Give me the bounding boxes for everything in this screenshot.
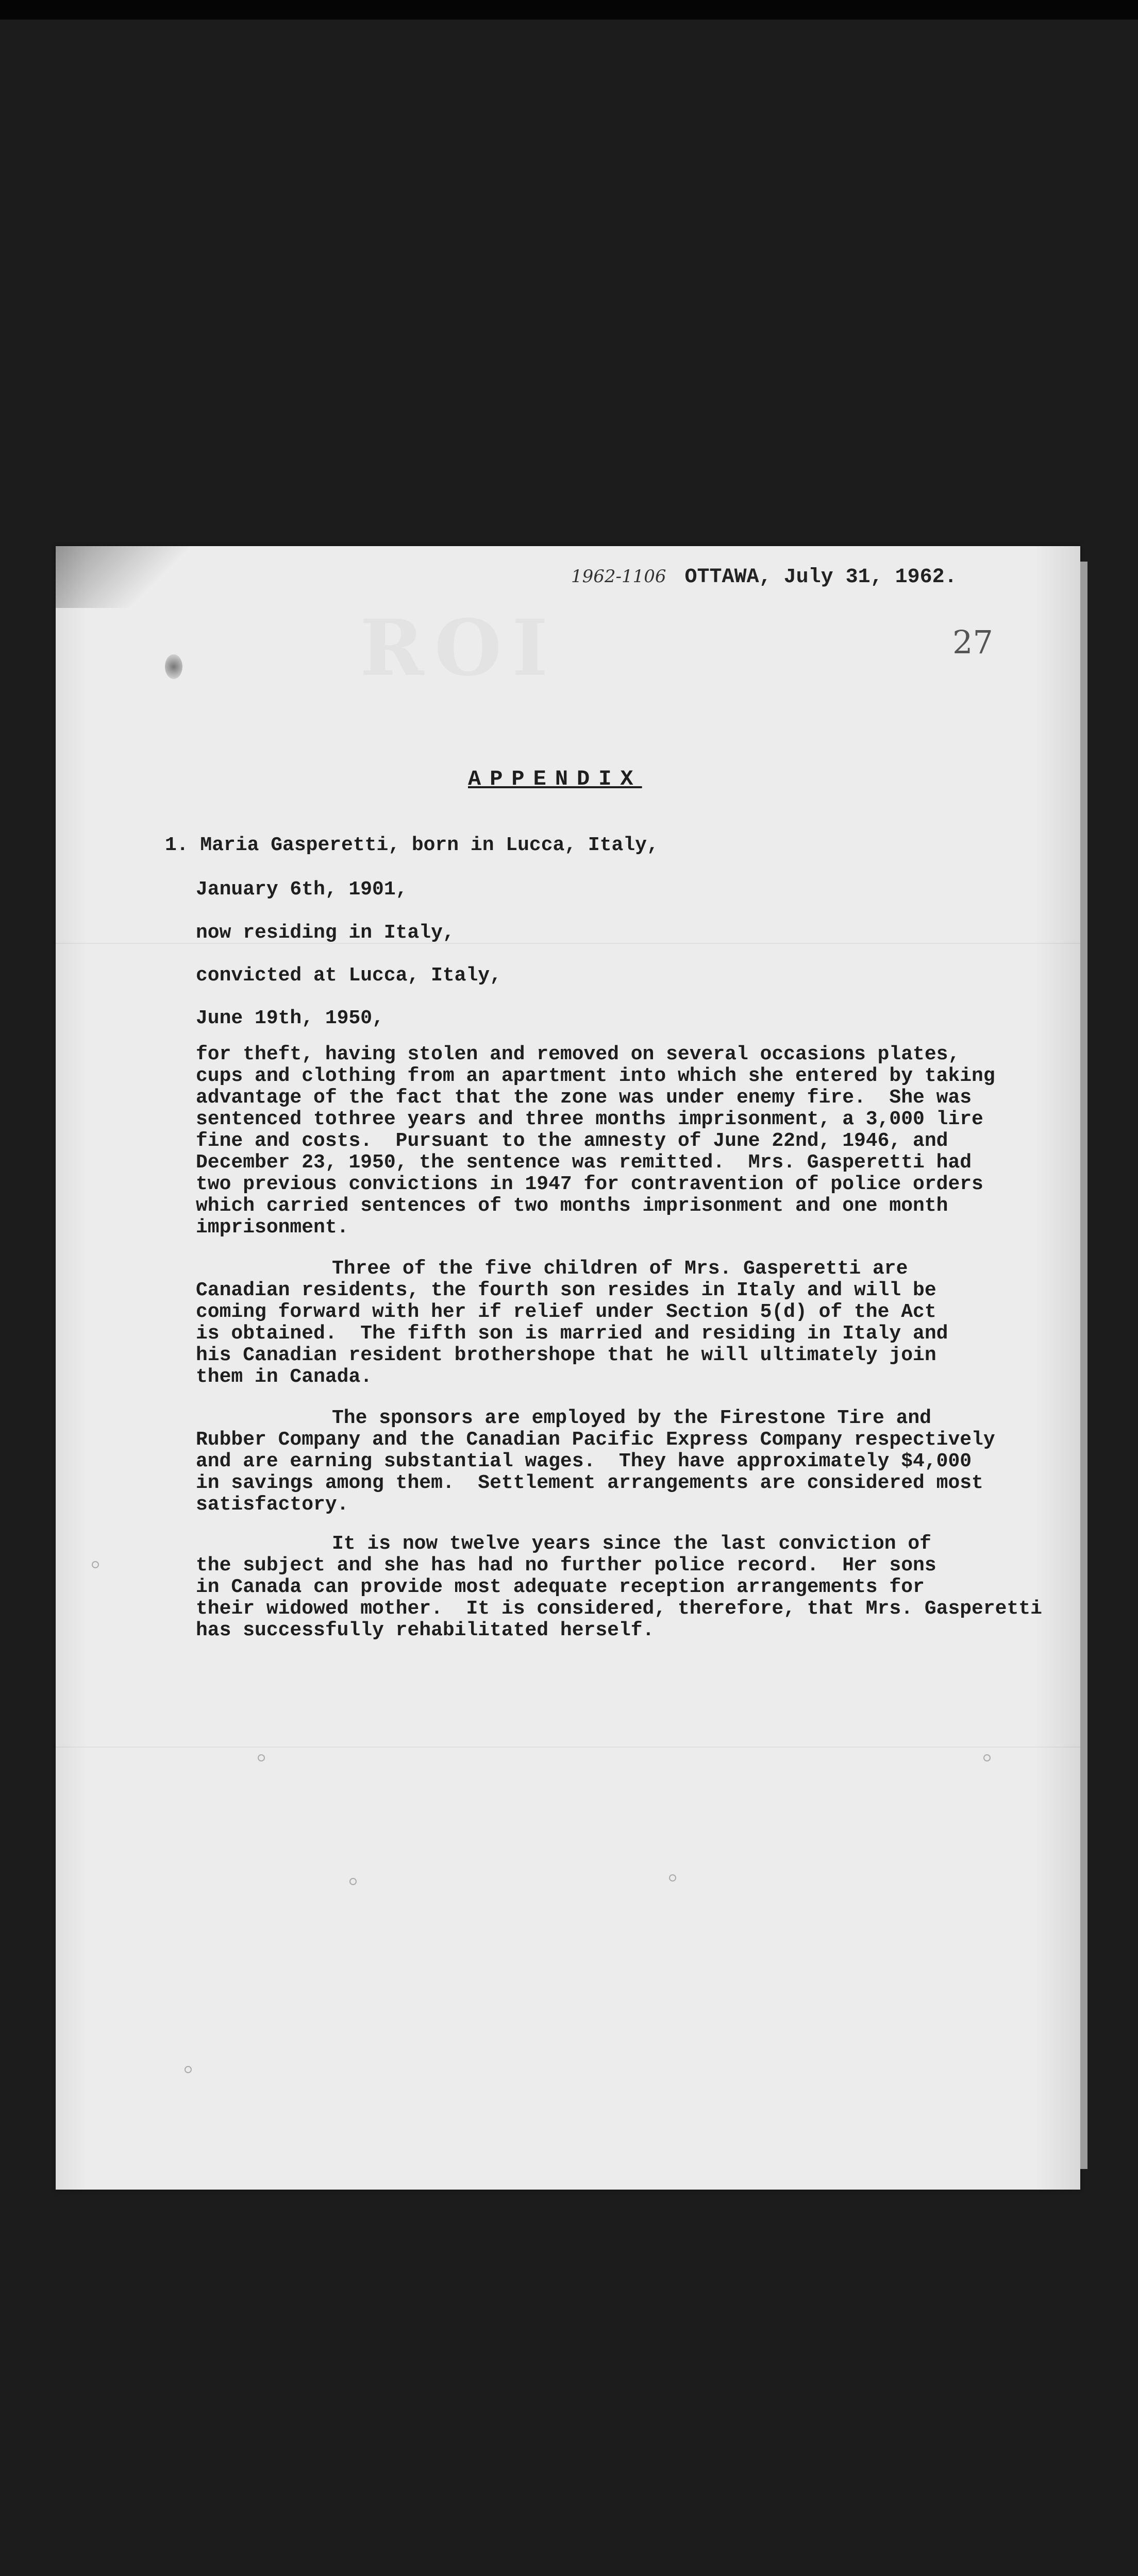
paragraph-line: which carried sentences of two months imprisonment and one month [196,1195,948,1217]
document-header [571,566,957,589]
film-strip-top [0,0,1138,20]
paragraph-line: advantage of the fact that the zone was under enemy fire. She was [196,1087,972,1109]
place-date: OTTAWA, July 31, 1962. [684,566,957,589]
entry-conviction-date: June 19th, 1950, [196,1007,384,1029]
paragraph-line: and are earning substantial wages. They have approximately $4,000 [196,1450,972,1472]
paragraph-line: The sponsors are employed by the Firestone Tire and [332,1407,931,1429]
paragraph-line: fine and costs. Pursuant to the amnesty of June 22nd, 1946, and [196,1130,948,1152]
document-page [56,546,1080,2190]
paragraph-line: satisfactory. [196,1494,349,1516]
paragraph-line: his Canadian resident brothershope that he will ultimately join [196,1344,936,1366]
paragraph-line: the subject and she has had no further police record. Her sons [196,1554,936,1577]
paragraph-line: for theft, having stolen and removed on several occasions plates, [196,1043,960,1065]
paragraph-line: imprisonment. [196,1216,349,1239]
faint-fold-line [56,1747,1080,1748]
speck [185,2066,192,2073]
paragraph-line: two previous convictions in 1947 for contravention of police orders [196,1173,983,1195]
page-number: 27 [952,623,993,661]
paragraph-line: Rubber Company and the Canadian Pacific Express Company respectively [196,1429,995,1451]
appendix-title: APPENDIX [468,767,642,791]
paragraph-line: It is now twelve years since the last conviction of [332,1533,931,1555]
speck [92,1561,99,1568]
entry-residence: now residing in Italy, [196,922,455,944]
entry-birth-date: January 6th, 1901, [196,878,408,901]
paragraph-line: in savings among them. Settlement arrangements are considered most [196,1472,983,1494]
speck [669,1874,676,1882]
entry-name-line: 1. Maria Gasperetti, born in Lucca, Italy, [165,834,659,856]
speck [258,1754,265,1761]
speck [349,1878,357,1885]
paragraph-line: sentenced tothree years and three months imprisonment, a 3,000 lire [196,1108,983,1130]
paragraph-line: their widowed mother. It is considered, therefore, that Mrs. Gasperetti [196,1598,1042,1620]
paragraph-line: December 23, 1950, the sentence was remitted. Mrs. Gasperetti had [196,1151,972,1174]
paragraph-line: in Canada can provide most adequate reception arrangements for [196,1576,925,1598]
page-corner-shadow [56,546,190,608]
paragraph-line: is obtained. The fifth son is married and residing in Italy and [196,1323,948,1345]
handwritten-file-number: 1962-1106 [571,566,666,587]
paragraph-line: Canadian residents, the fourth son resides in Italy and will be [196,1279,936,1301]
speck [983,1754,991,1761]
paragraph-line: them in Canada. [196,1366,373,1388]
paragraph-line: Three of the five children of Mrs. Gasperetti are [332,1258,908,1280]
paragraph-line: has successfully rehabilitated herself. [196,1619,655,1641]
entry-conviction-place: convicted at Lucca, Italy, [196,964,501,987]
punch-hole [165,654,182,679]
paragraph-line: cups and clothing from an apartment into which she entered by taking [196,1065,995,1087]
paragraph-line: coming forward with her if relief under Section 5(d) of the Act [196,1301,936,1323]
page-edge [1080,562,1087,2169]
bleed-through-mark [360,603,559,693]
